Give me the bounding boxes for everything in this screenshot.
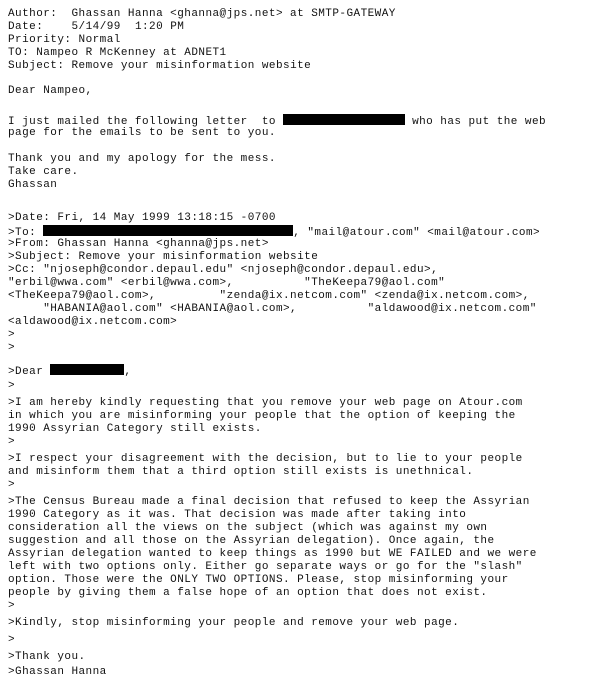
quote-marker: > [8,329,16,341]
quote-marker: > [8,380,16,392]
quoted-dear: >Dear , [8,366,132,378]
quote-marker: > [8,436,16,448]
quoted-p3-line-4: suggestion and all those on the Assyrian delegation). Once again, the [8,535,495,547]
quoted-p1-line-3: 1990 Assyrian Category still exists. [8,423,262,435]
quoted-cc-line-5: <aldawood@ix.netcom.com> [8,316,178,328]
quoted-subject: >Subject: Remove your misinformation website [8,251,319,263]
quoted-cc-line-4: "HABANIA@aol.com" <HABANIA@aol.com>, "aldawood@ix.netcom.com" [8,303,537,315]
cover-take-care: Take care. [8,166,79,178]
quoted-to: >To: , "mail@atour.com" <mail@atour.com> [8,227,541,239]
quoted-p3-line-2: 1990 Category as it was. That decision was made after taking into [8,509,467,521]
redaction-box [43,225,293,236]
quote-marker: > [8,479,16,491]
cover-paragraph-line-2: page for the emails to be sent to you. [8,127,276,139]
quoted-p2-line-1: >I respect your disagreement with the decision, but to lie to your people [8,453,523,465]
quoted-cc-line-1: >Cc: "njoseph@condor.depaul.edu" <njoseph@condor.depaul.edu>, [8,264,439,276]
quoted-p3-line-1: >The Census Bureau made a final decision that refused to keep the Assyrian [8,496,530,508]
quoted-p3-line-5: Assyrian delegation wanted to keep things as 1990 but WE FAILED and we were [8,548,537,560]
cover-thanks: Thank you and my apology for the mess. [8,153,276,165]
header-date: Date: 5/14/99 1:20 PM [8,21,185,33]
quoted-p1-line-2: in which you are misinforming your people that the option of keeping the [8,410,516,422]
quoted-from: >From: Ghassan Hanna <ghanna@jps.net> [8,238,269,250]
cover-signature: Ghassan [8,179,58,191]
quoted-p3-line-7: option. Those were the ONLY TWO OPTIONS. Please, stop misinforming your [8,574,509,586]
header-subject: Subject: Remove your misinformation website [8,60,312,72]
quoted-p2-line-2: and misinform them that a third option still exists is unethnical. [8,466,474,478]
quoted-p1-line-1: >I am hereby kindly requesting that you remove your web page on Atour.com [8,397,523,409]
quoted-p3-line-8: people by giving them a false hope of an option that does not exist. [8,587,488,599]
quote-marker: > [8,600,16,612]
quoted-cc-line-3: <TheKeepa79@aol.com>, "zenda@ix.netcom.com" <zenda@ix.netcom.com>, [8,290,530,302]
redaction-box [50,364,124,375]
quoted-p3-line-6: left with two options only. Either go separate ways or go for the "slash" [8,561,523,573]
quoted-p4: >Kindly, stop misinforming your people and remove your web page. [8,617,460,629]
quoted-p3-line-3: consideration all the views on the subject (which was against my own [8,522,488,534]
header-author: Author: Ghassan Hanna <ghanna@jps.net> at SMTP-GATEWAY [8,8,396,20]
quoted-thanks: >Thank you. [8,651,86,663]
header-priority: Priority: Normal [8,34,121,46]
redaction-box [283,114,405,125]
quoted-signature: >Ghassan Hanna [8,666,107,678]
quoted-date: >Date: Fri, 14 May 1999 13:18:15 -0700 [8,212,276,224]
quoted-cc-line-2: "erbil@wwa.com" <erbil@wwa.com>, "TheKeepa79@aol.com" [8,277,446,289]
quote-marker: > [8,342,16,354]
cover-greeting: Dear Nampeo, [8,85,93,97]
cover-paragraph-line-1: I just mailed the following letter to who has put the web [8,116,547,128]
header-to: TO: Nampeo R McKenney at ADNET1 [8,47,227,59]
quote-marker: > [8,634,16,646]
